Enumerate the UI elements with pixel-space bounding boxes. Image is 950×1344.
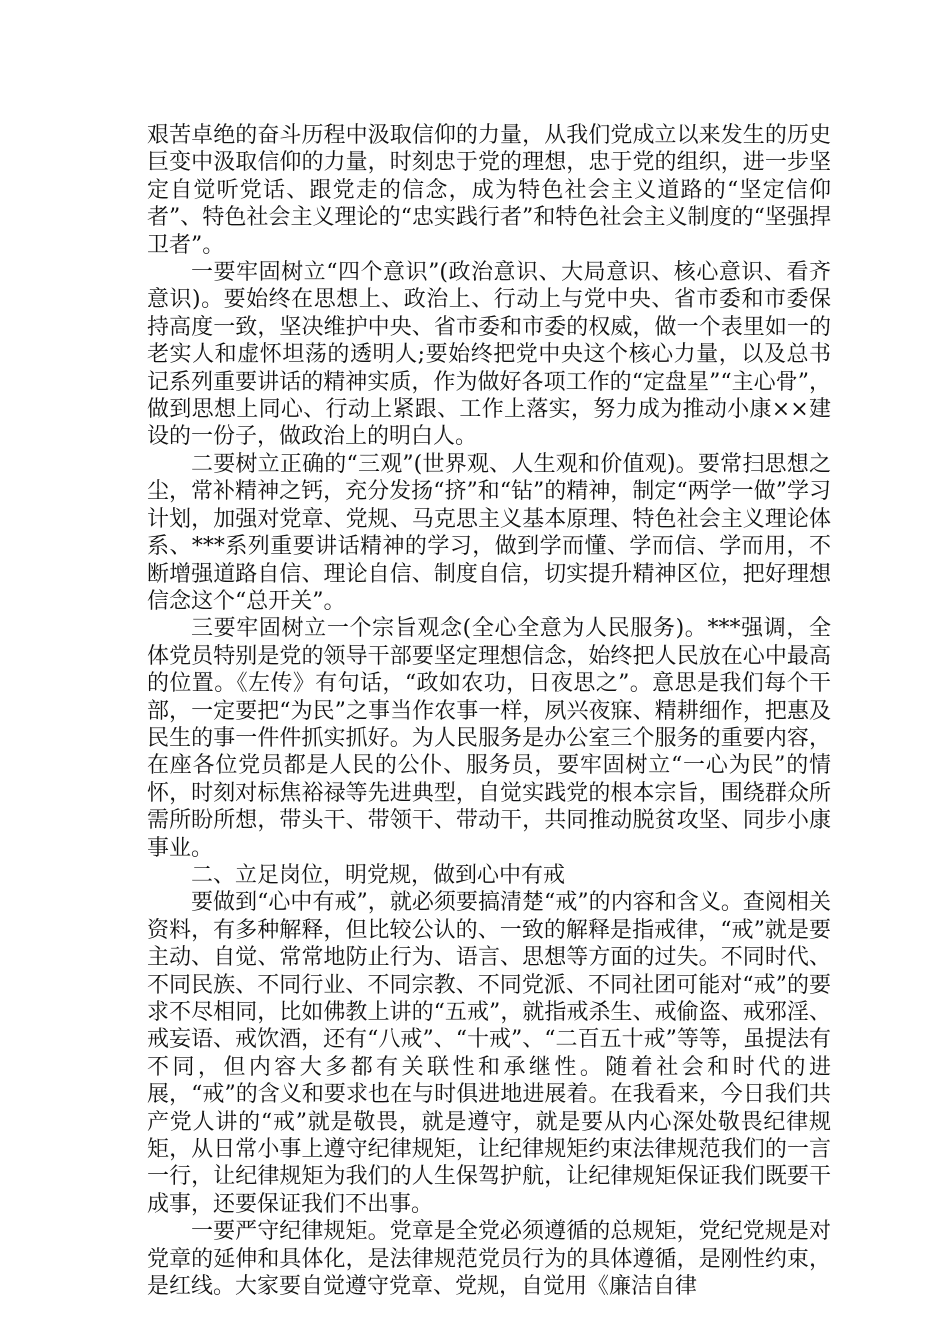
paragraph-purpose-concept: 三要牢固树立一个宗旨观念(全心全意为人民服务)。***强调，全体党员特别是党的领导干部要坚定理想信念，始终把人民放在心中最高的位置。《左传》有句话，“政如农功，日夜思之”。意思是我们每个干部，一定要把“为民”之事当作农事一样，夙兴夜寐、精耕细作，把惠及民生的事一件件抓实抓好。为人民服务是办公室三个服务的重要内容，在座各位党员都是人民的公仆、服务员，要牢固树立“一心为民”的情怀，时刻对标焦裕禄等先进典型，自觉实践党的根本宗旨，围绕群众所需所盼所想，带头干、带领干、带动干，共同推动脱贫攻坚、同步小康事业。 bbox=[147, 616, 831, 861]
document-page bbox=[147, 122, 831, 1300]
paragraph-precepts: 要做到“心中有戒”，就必须要搞清楚“戒”的内容和含义。查阅相关资料，有多种解释，但比较公认的、一致的解释是指戒律，“戒”就是要主动、自觉、常常地防止行为、语言、思想等方面的过失。不同时代、不同民族、不同行业、不同宗教、不同党派、不同社团可能对“戒”的要求不尽相同，比如佛教上讲的“五戒”，就指戒杀生、戒偷盗、戒邪淫、戒妄语、戒饮酒，还有“八戒”、“十戒”、“二百五十戒”等等，虽提法有不同，但内容大多都有关联性和承继性。随着社会和时代的进展，“戒”的含义和要求也在与时俱进地进展着。在我看来，今日我们共产党人讲的“戒”就是敬畏，就是遵守，就是要从内心深处敬畏纪律规矩，从日常小事上遵守纪律规矩，让纪律规矩约束法律规范我们的一言一行，让纪律规矩为我们的人生保驾护航，让纪律规矩保证我们既要干成事，还要保证我们不出事。 bbox=[147, 890, 831, 1217]
section-heading-two: 二、立足岗位，明党规，做到心中有戒 bbox=[191, 862, 566, 888]
paragraph-three-views: 二要树立正确的“三观”(世界观、人生观和价值观)。要常扫思想之尘，常补精神之钙，充分发扬“挤”和“钻”的精神，制定“两学一做”学习计划，加强对党章、党规、马克思主义基本原理、特色社会主义理论体系、***系列重要讲话精神的学习，做到学而懂、学而信、学而用，不断增强道路自信、理论自信、制度自信，切实提升精神区位，把好理想信念这个“总开关”。 bbox=[147, 451, 831, 614]
paragraph-discipline-rules: 一要严守纪律规矩。党章是全党必须遵循的总规矩，党纪党规是对党章的延伸和具体化，是法律规范党员行为的具体遵循，是刚性约束，是红线。大家要自觉遵守党章、党规，自觉用《廉洁自律 bbox=[147, 1219, 831, 1300]
paragraph-intro-continuation: 艰苦卓绝的奋斗历程中汲取信仰的力量，从我们党成立以来发生的历史巨变中汲取信仰的力量，时刻忠于党的理想，忠于党的组织，进一步坚定自觉听党话、跟党走的信念，成为特色社会主义道路的“坚定信仰者”、特色社会主义理论的“忠实践行者”和特色社会主义制度的“坚强捍卫者”。 bbox=[147, 123, 831, 258]
paragraph-four-consciousness: 一要牢固树立“四个意识”(政治意识、大局意识、核心意识、看齐意识)。要始终在思想上、政治上、行动上与党中央、省市委和市委保持高度一致，坚决维护中央、省市委和市委的权威，做一个表里如一的老实人和虚怀坦荡的透明人;要始终把党中央这个核心力量，以及总书记系列重要讲话的精神实质，作为做好各项工作的“定盘星”“主心骨”，做到思想上同心、行动上紧跟、工作上落实，努力成为推动小康××建设的一份子，做政治上的明白人。 bbox=[147, 260, 831, 450]
